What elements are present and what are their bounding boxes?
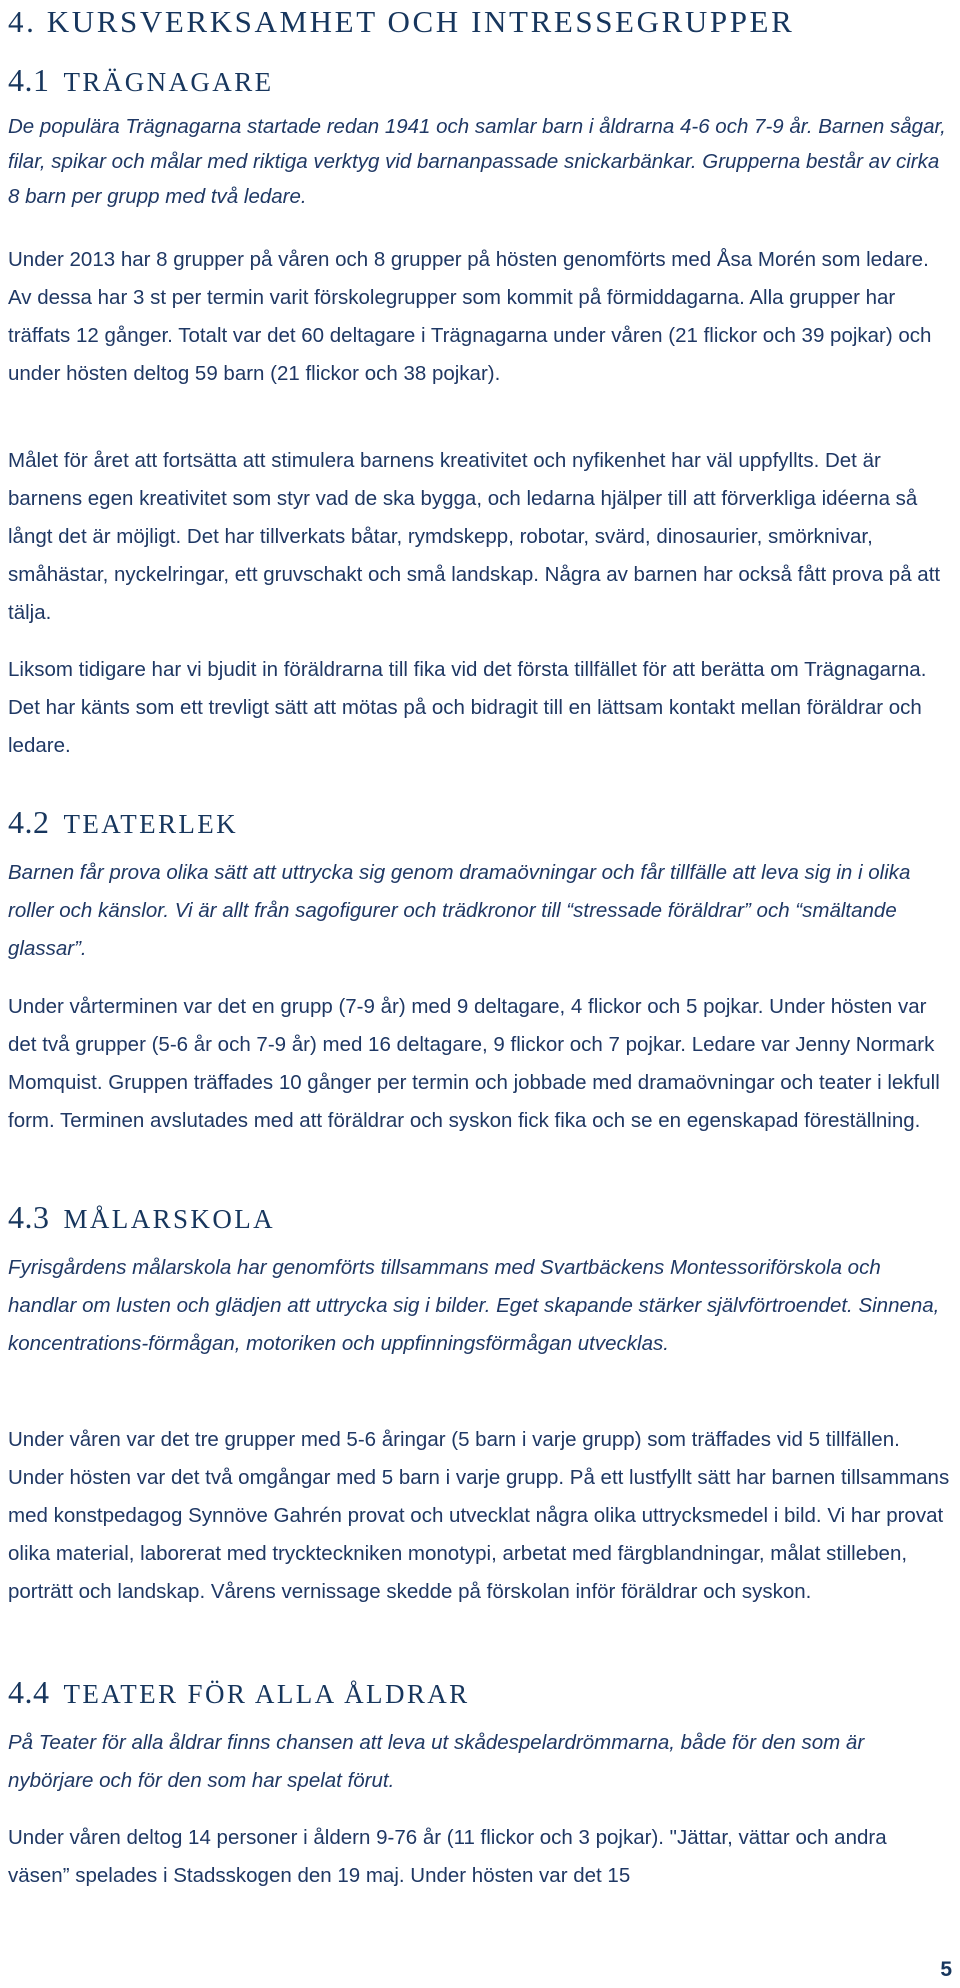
- document-page: [8, 0, 952, 1988]
- section-number: 4.2: [8, 804, 50, 840]
- section-title: MÅLARSKOLA: [63, 1204, 276, 1234]
- section-heading-4-1: [8, 62, 274, 99]
- section-intro-4-1: De populära Trägnagarna startade redan 1941 och samlar barn i åldrarna 4-6 och 7-9 år. Barnen sågar, filar, spikar och målar med riktiga verktyg vid barnanpassade snickarbänkar. Grupperna består av cirka 8 barn per grupp med två ledare.: [8, 115, 946, 208]
- section-number: 4.4: [8, 1674, 50, 1710]
- section-number: 4.3: [8, 1199, 50, 1235]
- section-title: TEATERLEK: [63, 809, 239, 839]
- section-heading-4-4: [8, 1674, 470, 1711]
- section-title: TRÄGNAGARE: [63, 67, 274, 97]
- section-intro-4-2: Barnen får prova olika sätt att uttrycka sig genom dramaövningar och får tillfälle att leva sig in i olika roller och känslor. Vi är allt från sagofigurer och trädkronor till “stressade föräldrar” och “smältande glassar”.: [8, 861, 911, 960]
- paragraph-4-1-a: Under 2013 har 8 grupper på våren och 8 grupper på hösten genomförts med Åsa Morén som ledare. Av dessa har 3 st per termin varit förskolegrupper som kommit på förmiddagarna. Alla grupper har träffats 12 gånger. Totalt var det 60 deltagare i Trägnagarna under våren (21 flickor och 39 pojkar) och under hösten deltog 59 barn (21 flickor och 38 pojkar).: [8, 248, 932, 385]
- paragraph-4-1-b: Målet för året att fortsätta att stimulera barnens kreativitet och nyfikenhet har väl uppfyllts. Det är barnens egen kreativitet som styr vad de ska bygga, och ledarna hjälper till att förverkliga idéerna så långt det är möjligt. Det har tillverkats båtar, rymdskepp, robotar, svärd, dinosaurier, smörknivar, småhästar, nyckelringar, ett gruvschakt och små landskap. Några av barnen har också fått prova på att tälja.: [8, 449, 941, 624]
- chapter-heading: 4. KURSVERKSAMHET OCH INTRESSEGRUPPER: [8, 4, 795, 39]
- paragraph-4-1-c: Liksom tidigare har vi bjudit in föräldrarna till fika vid det första tillfället för att berätta om Trägnagarna. Det har känts som ett trevligt sätt att mötas på och bidragit till en lättsam kontakt mellan föräldrar och ledare.: [8, 658, 927, 757]
- section-heading-4-2: [8, 804, 238, 841]
- page-number: 5: [940, 1958, 952, 1981]
- paragraph-4-4-a: Under våren deltog 14 personer i åldern 9-76 år (11 flickor och 3 pojkar). "Jättar, vättar och andra väsen” spelades i Stadsskogen den 19 maj. Under hösten var det 15: [8, 1826, 887, 1887]
- section-number: 4.1: [8, 62, 50, 98]
- section-heading-4-3: [8, 1199, 275, 1236]
- paragraph-4-2-a: Under vårterminen var det en grupp (7-9 år) med 9 deltagare, 4 flickor och 5 pojkar. Under hösten var det två grupper (5-6 år och 7-9 år) med 16 deltagare, 9 flickor och 7 pojkar. Ledare var Jenny Normark Momquist. Gruppen träffades 10 gånger per termin och jobbade med dramaövningar och teater i lekfull form. Terminen avslutades med att föräldrar och syskon fick fika och se en egenskapad föreställning.: [8, 995, 940, 1132]
- section-title: TEATER FÖR ALLA ÅLDRAR: [63, 1679, 470, 1709]
- section-intro-4-3: Fyrisgårdens målarskola har genomförts tillsammans med Svartbäckens Montessoriförskola och handlar om lusten och glädjen att uttrycka sig i bilder. Eget skapande stärker självförtroendet. Sinnena, koncentrations-förmågan, motoriken och uppfinningsförmågan utvecklas.: [8, 1256, 940, 1355]
- section-intro-4-4: På Teater för alla åldrar finns chansen att leva ut skådespelardrömmarna, både för den som är nybörjare och för den som har spelat förut.: [8, 1731, 865, 1792]
- paragraph-4-3-a: Under våren var det tre grupper med 5-6 åringar (5 barn i varje grupp) som träffades vid 5 tillfällen. Under hösten var det två omgångar med 5 barn i varje grupp. På ett lustfyllt sätt har barnen tillsammans med konstpedagog Synnöve Gahrén provat och utvecklat några olika uttrycksmedel i bild. Vi har provat olika material, laborerat med tryckteckniken monotypi, arbetat med färgblandningar, målat stilleben, porträtt och landskap. Vårens vernissage skedde på förskolan inför föräldrar och syskon.: [8, 1428, 950, 1603]
